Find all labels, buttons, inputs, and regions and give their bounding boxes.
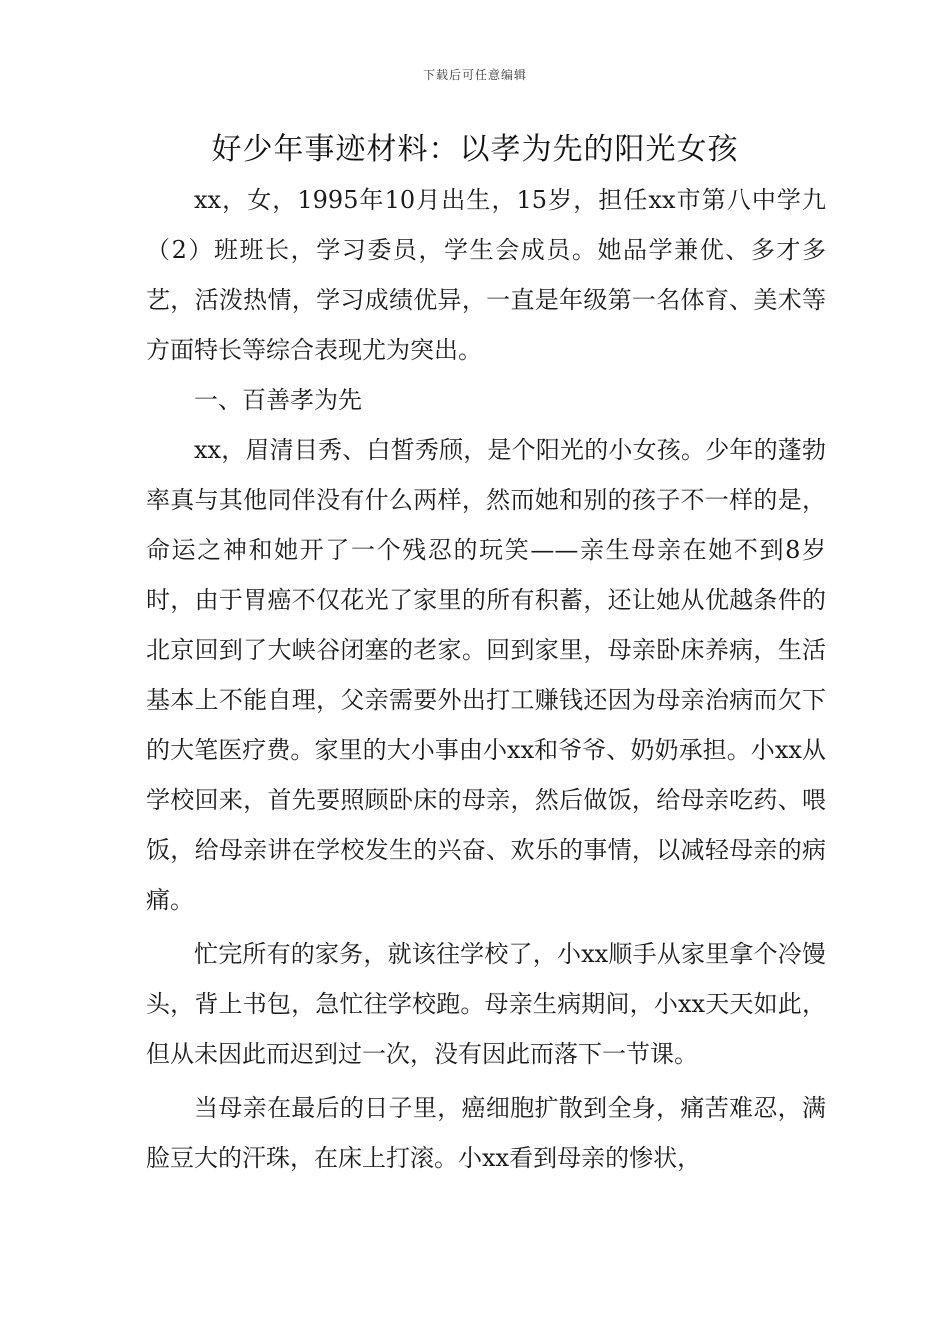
header-note: 下载后可任意编辑 bbox=[422, 68, 527, 82]
paragraph-story: xx，眉清目秀、白皙秀颀，是个阳光的小女孩。少年的蓬勃率真与其他同伴没有什么两样，然而她和别的孩子不一样的是，命运之神和她开了一个残忍的玩笑——亲生母亲在她不到8岁时，由于胃癌不仅花光了家里的所有积蓄，还让她从优越条件的北京回到了大峡谷闭塞的老家。回到家里，母亲卧床养病，生活基本上不能自理，父亲需要外出打工赚钱还因为母亲治病而欠下的大笔医疗费。家里的大小事由小xx和爷爷、奶奶承担。小xx从学校回来，首先要照顾卧床的母亲，然后做饭，给母亲吃药、喂饭，给母亲讲在学校发生的兴奋、欢乐的事情，以减轻母亲的病痛。 bbox=[146, 436, 826, 914]
document-body bbox=[146, 175, 826, 1183]
paragraph-intro: xx，女，1995年10月出生，15岁，担任xx市第八中学九（2）班班长，学习委员，学生会成员。她品学兼优、多才多艺，活泼热情，学习成绩优异，一直是年级第一名体育、美术等方面特长等综合表现尤为突出。 bbox=[146, 186, 826, 364]
section-heading: 一、百善孝为先 bbox=[194, 386, 362, 414]
paragraph-mother-final-days: 当母亲在最后的日子里，癌细胞扩散到全身，痛苦难忍，满脸豆大的汗珠，在床上打滚。小xx看到母亲的惨状， bbox=[146, 1094, 826, 1172]
paragraph-daily-routine: 忙完所有的家务，就该往学校了，小xx顺手从家里拿个冷馒头，背上书包，急忙往学校跑。母亲生病期间，小xx天天如此，但从未因此而迟到过一次，没有因此而落下一节课。 bbox=[146, 940, 826, 1068]
document-title: 好少年事迹材料：以孝为先的阳光女孩 bbox=[211, 132, 739, 167]
